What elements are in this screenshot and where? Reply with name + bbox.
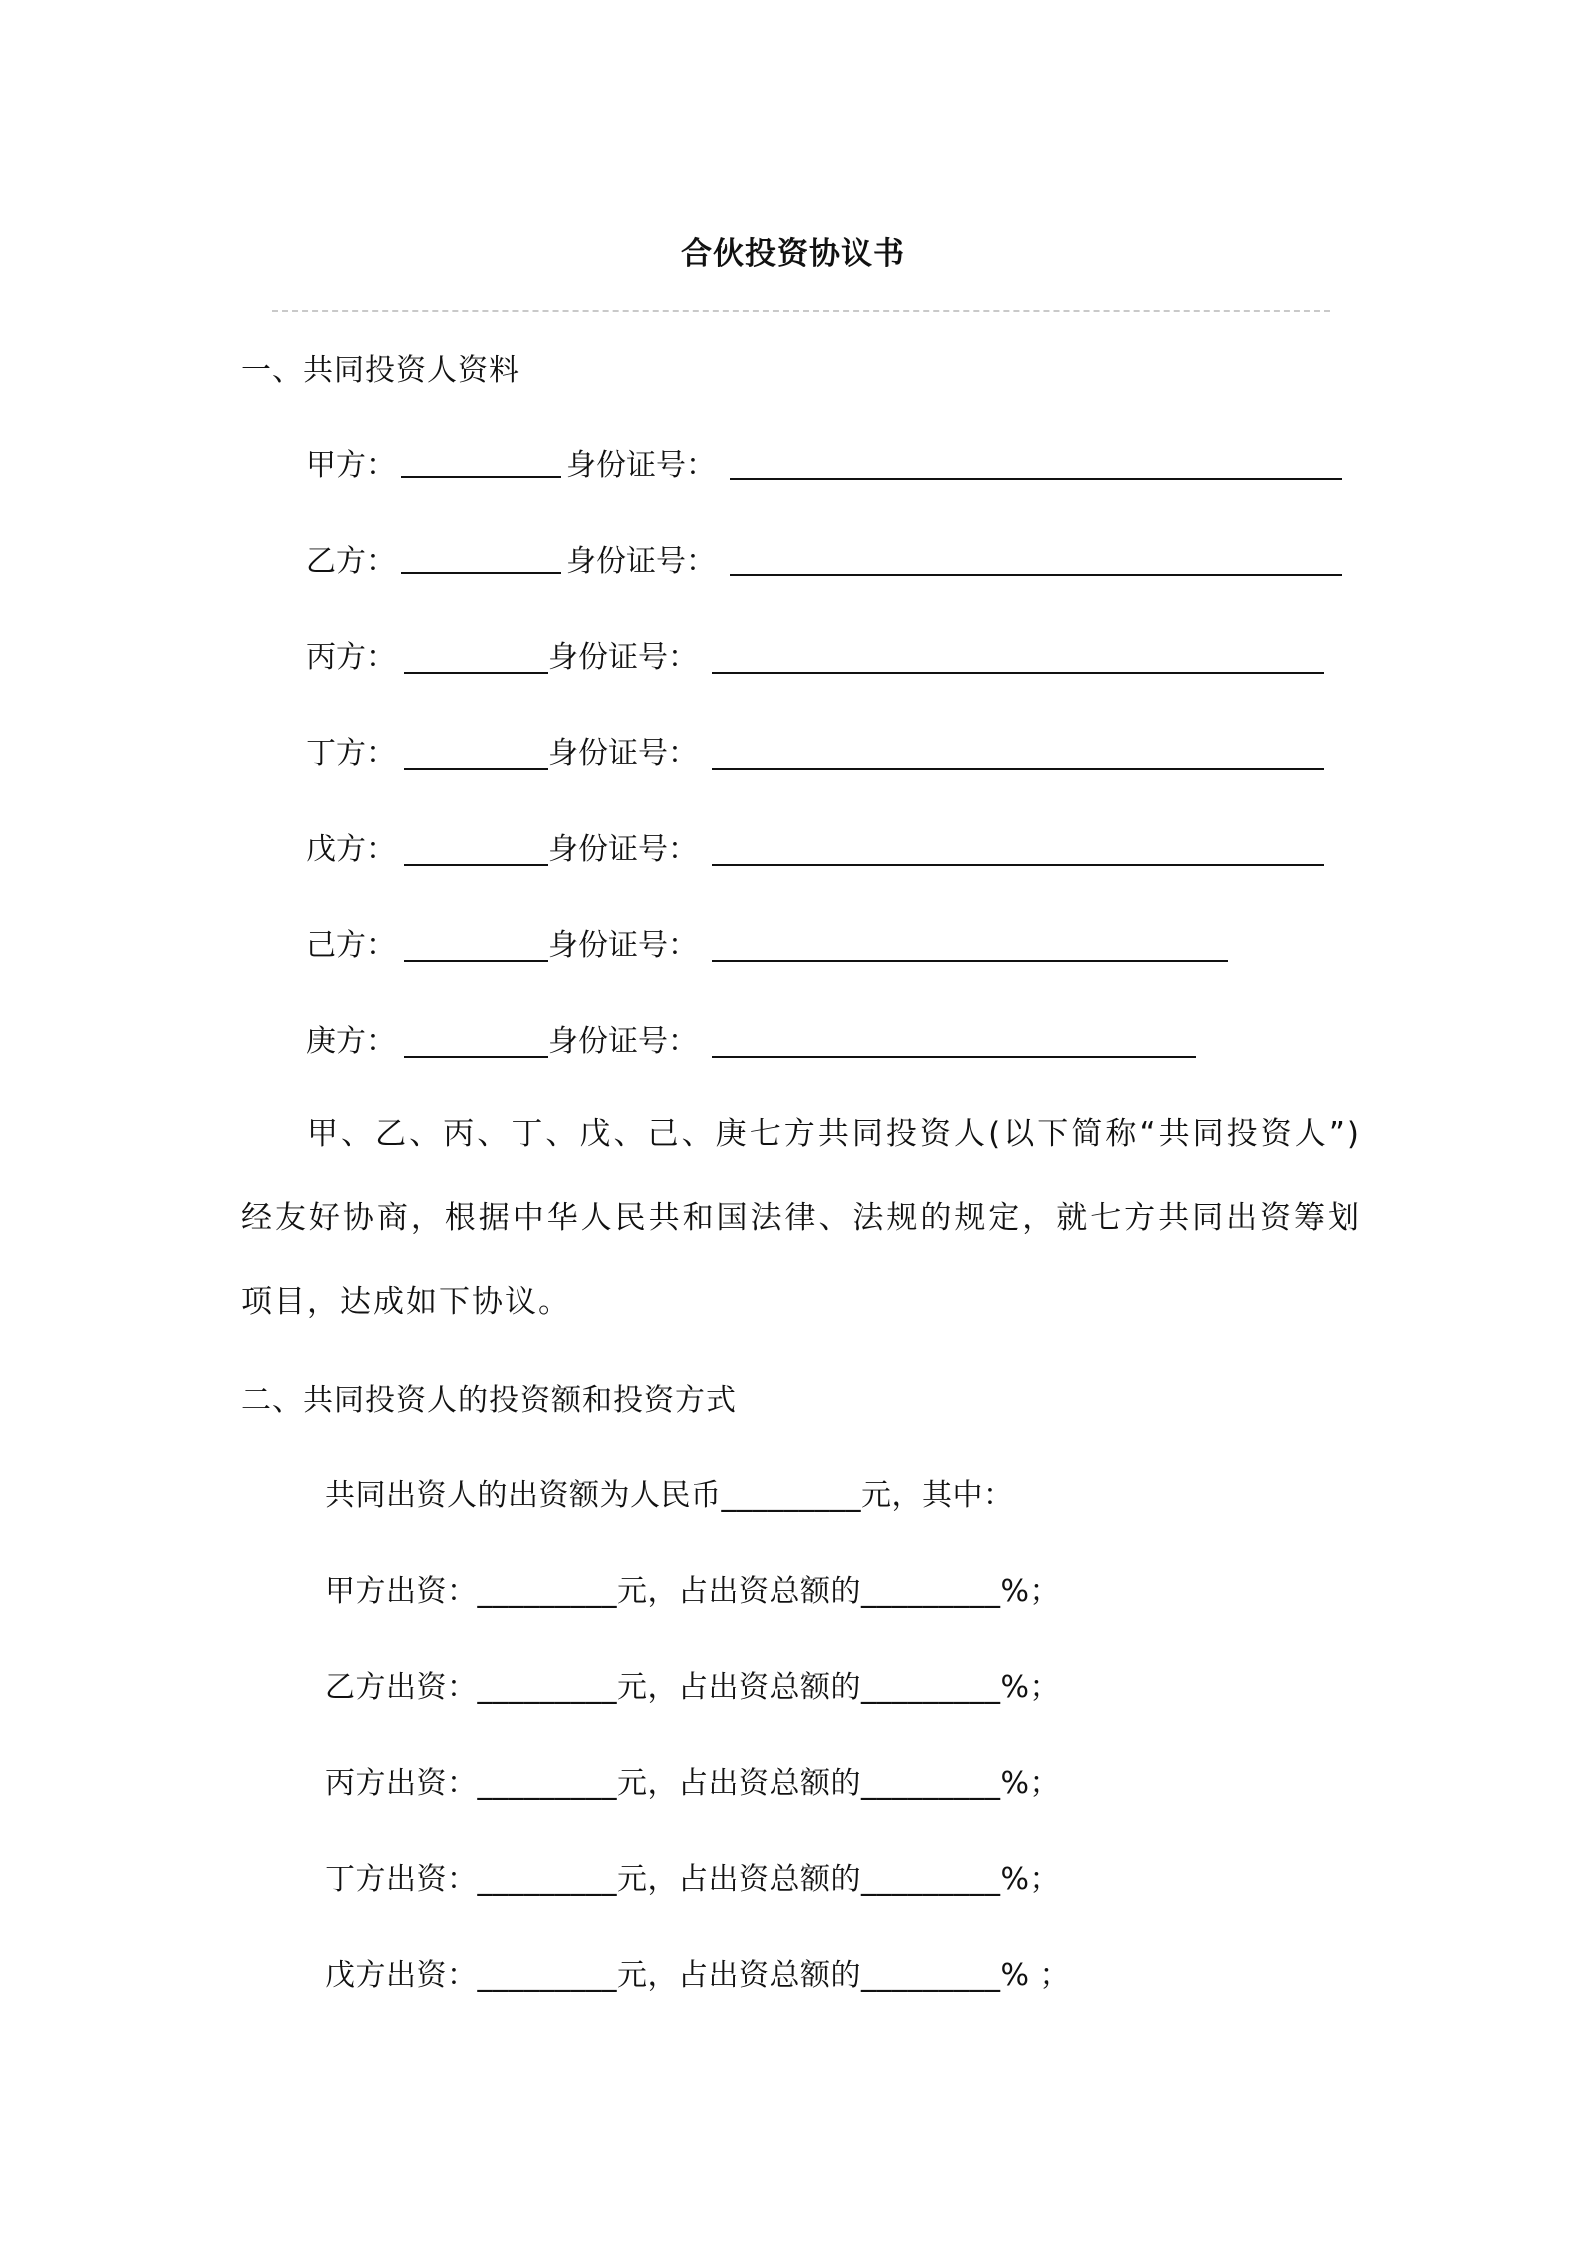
id-label: 身份证号： <box>548 1024 698 1059</box>
party-label: 丁方： <box>306 736 396 771</box>
id-label: 身份证号： <box>548 640 698 675</box>
document-title: 合伙投资协议书 <box>681 236 905 272</box>
name-field-underline[interactable] <box>404 1056 548 1058</box>
id-label: 身份证号： <box>566 544 716 579</box>
investment-line-jia: 甲方出资：_________元，占出资总额的_________%； <box>325 1574 1061 1609</box>
name-field-underline[interactable] <box>404 672 548 674</box>
section-2-heading: 二、共同投资人的投资额和投资方式 <box>241 1383 737 1418</box>
name-field-underline[interactable] <box>404 768 548 770</box>
id-label: 身份证号： <box>548 736 698 771</box>
id-field-underline[interactable] <box>712 864 1324 866</box>
section-1-heading: 一、共同投资人资料 <box>241 353 520 388</box>
investment-line-yi: 乙方出资：_________元，占出资总额的_________%； <box>325 1670 1061 1705</box>
name-field-underline[interactable] <box>401 476 561 478</box>
name-field-underline[interactable] <box>404 960 548 962</box>
investment-line-wu: 戊方出资：_________元，占出资总额的_________% ； <box>325 1958 1071 1993</box>
investment-line-ding: 丁方出资：_________元，占出资总额的_________%； <box>325 1862 1061 1897</box>
investment-line-bing: 丙方出资：_________元，占出资总额的_________%； <box>325 1766 1061 1801</box>
name-field-underline[interactable] <box>404 864 548 866</box>
id-field-underline[interactable] <box>712 672 1324 674</box>
id-label: 身份证号： <box>548 928 698 963</box>
party-label: 己方： <box>306 928 396 963</box>
id-label: 身份证号： <box>548 832 698 867</box>
party-label: 甲方： <box>306 448 396 483</box>
name-field-underline[interactable] <box>401 572 561 574</box>
title-divider <box>272 310 1330 312</box>
id-field-underline[interactable] <box>730 478 1342 480</box>
id-field-underline[interactable] <box>730 574 1342 576</box>
party-label: 丙方： <box>306 640 396 675</box>
id-field-underline[interactable] <box>712 1056 1196 1058</box>
party-label: 庚方： <box>306 1024 396 1059</box>
total-investment-line: 共同出资人的出资额为人民币_________元，其中： <box>325 1478 1014 1513</box>
id-label: 身份证号： <box>566 448 716 483</box>
agreement-paragraph: 甲、乙、丙、丁、戊、己、庚七方共同投资人(以下简称“共同投资人”)经友好协商，根据中华人民共和国法律、法规的规定，就七方共同出资筹划项目，达成如下协议。 <box>241 1116 1361 1320</box>
id-field-underline[interactable] <box>712 960 1228 962</box>
party-label: 戊方： <box>306 832 396 867</box>
party-label: 乙方： <box>306 544 396 579</box>
id-field-underline[interactable] <box>712 768 1324 770</box>
